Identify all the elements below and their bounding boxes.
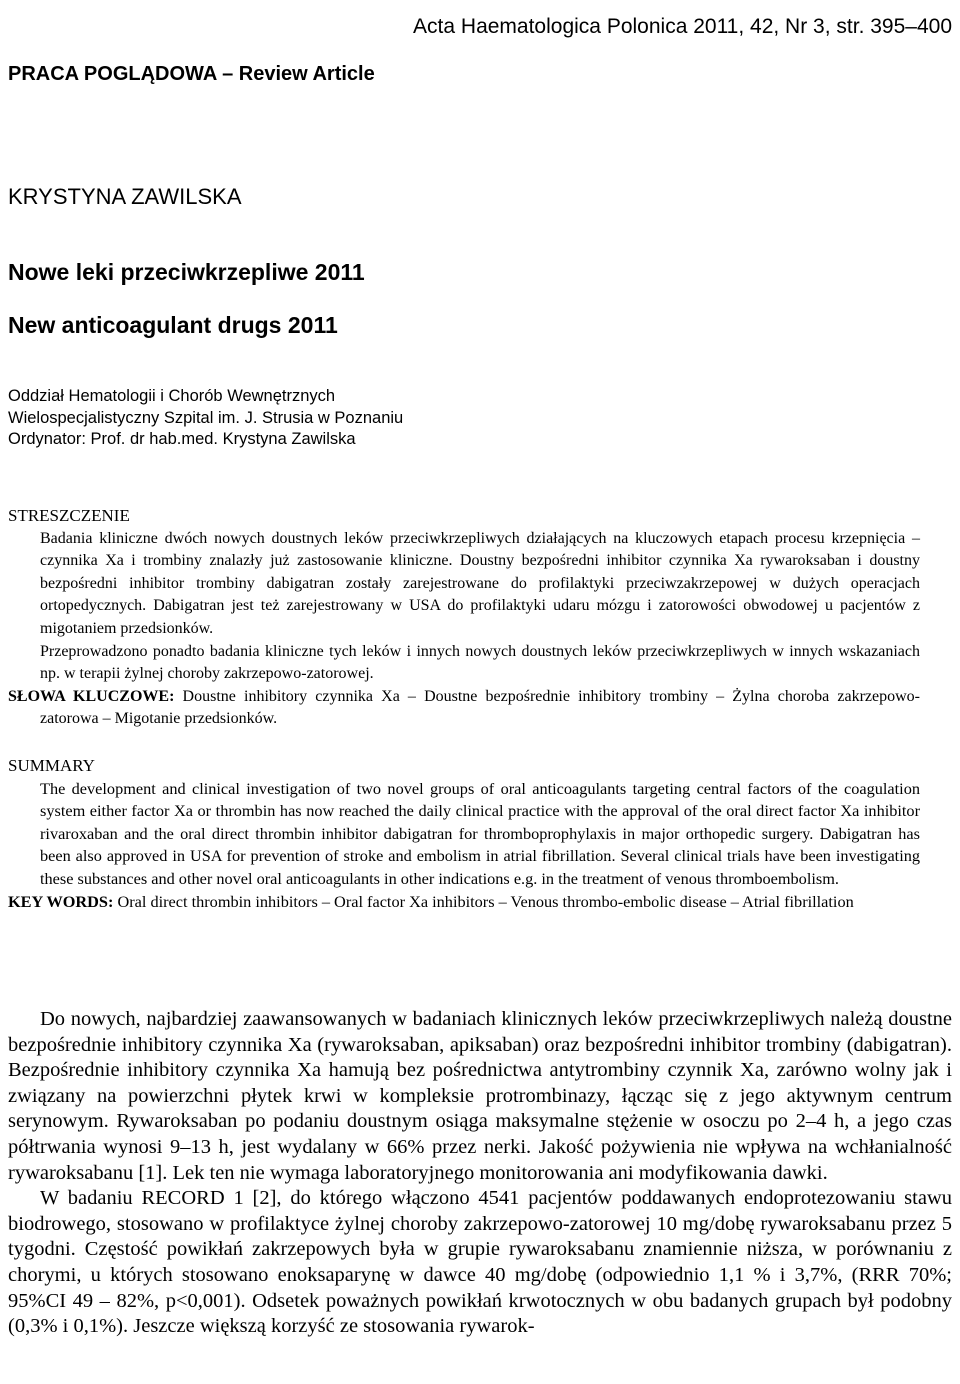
abstract-heading: STRESZCZENIE <box>8 506 130 525</box>
keywords-text: Oral direct thrombin inhibitors – Oral factor Xa inhibitors – Venous thrombo-embolic disease – Atrial fibrillation <box>117 891 854 911</box>
journal-reference: Acta Haematologica Polonica 2011, 42, Nr 3, str. 395–400 <box>413 15 952 38</box>
summary-paragraph: The development and clinical investigation of two novel groups of oral anticoagulants targeting central factors of the coagulation system either factor Xa or thrombin has now reached the daily clinical practice with the approval of the oral direct factor Xa inhibitor rivaroxaban and the oral direct thrombin inhibitor dabigatran for thromboprophylaxis in major orthopedic surgery. Dabigatran has been also approved in USA for prevention of stroke and embolism in atrial fibrillation. Several clinical trials have been investigating these substances and other novel oral anticoagulants in other indications e.g. in the treatment of venous thromboembolism. <box>40 778 920 888</box>
main-text <box>8 1007 952 1340</box>
article-type: PRACA POGLĄDOWA – Review Article <box>8 63 375 85</box>
abstract-english <box>8 755 920 913</box>
keywords-label: SŁOWA KLUCZOWE: <box>8 687 175 705</box>
keywords-line <box>8 686 920 731</box>
title-english: New anticoagulant drugs 2011 <box>8 312 338 338</box>
keywords-line <box>8 891 920 914</box>
affiliation-line: Wielospecjalistyczny Szpital im. J. Strusia w Poznaniu <box>8 408 404 427</box>
affiliation-line: Oddział Hematologii i Chorób Wewnętrznych <box>8 387 336 405</box>
body-paragraph: W badaniu RECORD 1 [2], do którego włączono 4541 pacjentów poddawanych endoprotezowaniu stawu biodrowego, stosowano w profilaktyce żylnej choroby zakrzepowo-zatorowej 10 mg/dobę rywaroksabanu przez 5 tygodni. Częstość powikłań zakrzepowych była w grupie rywaroksabanu znamiennie niższa, w porównaniu z chorymi, u których stosowano enoksaparynę w dawce 40 mg/dobę (odpowiednio 1,1 % i 3,7%, (RRR 70%; 95%CI 49 – 82%, p<0,001). Odsetek poważnych powikłań krwotocznych w obu badanych grupach był podobny (0,3% i 0,1%). Jeszcze większą korzyść ze stosowania rywarok- <box>8 1187 952 1338</box>
affiliation <box>8 386 403 451</box>
affiliation-line: Ordynator: Prof. dr hab.med. Krystyna Zawilska <box>8 430 356 448</box>
keywords-text: Doustne inhibitory czynnika Xa – Doustne bezpośrednie inhibitory trombiny – Żylna choroba zakrzepowo-zatorowa – Migotanie przedsionków. <box>40 687 921 728</box>
abstract-paragraph: Badania kliniczne dwóch nowych doustnych leków przeciwkrzepliwych działających na kluczowych etapach procesu krzepnięcia – czynnika Xa i trombiny znalazły już zastosowanie kliniczne. Doustny bezpośredni inhibitor czynnika Xa rywaroksaban i doustny bezpośredni inhibitor trombiny dabigatran zostały zarejestrowane do profilaktyki przeciwzakrzepowej w dużych operacjach ortopedycznych. Dabigatran jest też zarejestrowany w USA do profilaktyki udaru mózgu i zatorowości obwodowej u pacjentów z migotaniem przedsionków. <box>40 529 920 637</box>
summary-heading: SUMMARY <box>8 756 95 775</box>
body-paragraph: Do nowych, najbardziej zaawansowanych w badaniach klinicznych leków przeciwkrzepliwych należą doustne bezpośrednie inhibitory czynnika Xa (rywaroksaban, apiksaban) oraz bezpośredni inhibitor trombiny (dabigatran). Bezpośrednie inhibitory czynnika Xa hamują bez pośrednictwa antytrombiny czynnik Xa, zarówno wolny jak i związany na powierzchni płytek krwi w kompleksie protrombinazy, łącząc się z jego aktywnym centrum serynowym. Rywaroksaban po podaniu doustnym osiąga maksymalne stężenie w osoczu po 2–4 h, a jego czas półtrwania wynosi 9–13 h, jest wydalany w 66% przez nerki. Jakość pożywienia nie wpływa na wchłanialność rywaroksabanu [1]. Lek ten nie wymaga laboratoryjnego monitorowania ani modyfikowania dawki. <box>8 1008 952 1184</box>
keywords-label: KEY WORDS: <box>8 891 114 911</box>
abstract-paragraph: Przeprowadzono ponadto badania kliniczne tych leków i innych nowych doustnych leków przeciwkrzepliwych w innych wskazaniach np. w terapii żylnej choroby zakrzepowo-zatorowej. <box>40 642 920 683</box>
title-polish: Nowe leki przeciwkrzepliwe 2011 <box>8 259 365 285</box>
author-name: KRYSTYNA ZAWILSKA <box>8 184 242 209</box>
abstract-polish <box>8 505 920 731</box>
